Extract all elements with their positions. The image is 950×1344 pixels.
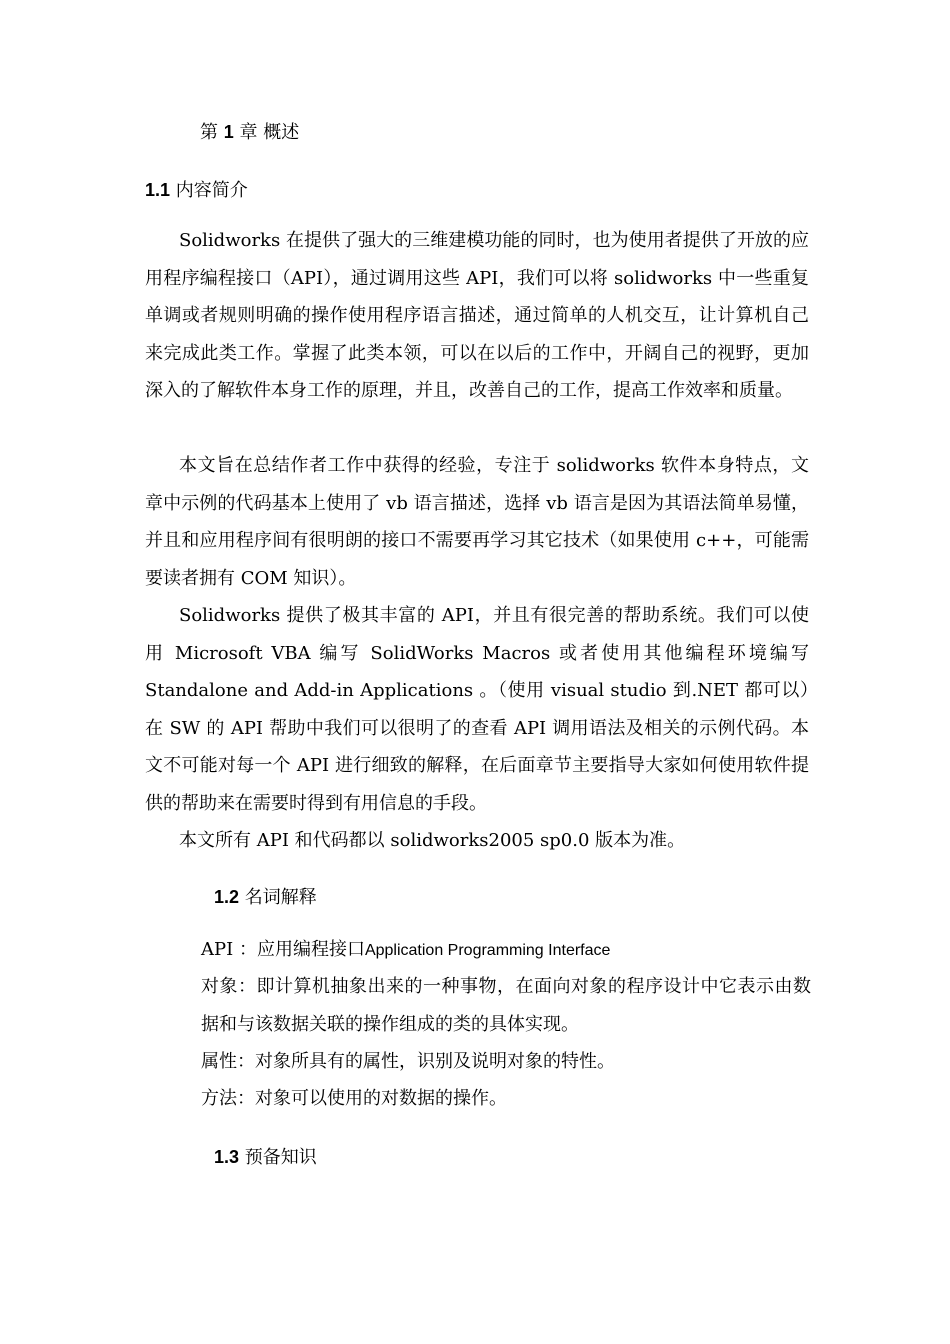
chapter-title [200,118,299,147]
term-api-label: API ：应用编程接口 [201,939,365,960]
paragraph-version: 本文所有 API 和代码都以 solidworks2005 sp0.0 版本为准。 [179,830,686,851]
term-attribute [201,1043,811,1081]
section-heading-1-2 [214,883,317,912]
term-api [201,931,811,970]
section-title: 预备知识 [244,1147,317,1168]
term-attribute-text: 属性：对象所具有的属性，识别及说明对象的特性。 [201,1051,615,1072]
term-object [201,968,811,1043]
section-number: 1.1 [145,180,171,200]
term-method [201,1080,811,1118]
section-title: 内容简介 [175,180,248,201]
section-heading-1-3 [214,1143,317,1172]
term-api-expansion: Application Programming Interface [364,942,611,959]
section-number: 1.3 [214,1147,240,1167]
section-number: 1.2 [214,887,240,907]
section-heading-1-1 [145,176,248,205]
chapter-number: 1 [223,122,234,142]
term-object-text: 对象：即计算机抽象出来的一种事物，在面向对象的程序设计中它表示由数据和与该数据关联的操作组成的类的具体实现。 [201,976,811,1035]
chapter-label-prefix: 第 [200,122,218,143]
section-title: 名词解释 [244,887,317,908]
term-api-line [201,931,811,970]
paragraph-intro: Solidworks 在提供了强大的三维建模功能的同时，也为使用者提供了开放的应用程序编程接口（API），通过调用这些 API，我们可以将 solidworks 中一些重复单调或者规则明确的操作使用程序语言描述，通过简单的人机交互，让计算机自己来完成此类工作。掌握了此类本领，可以在以后的工作中，开阔自己的视野，更加深入的了解软件本身工作的原理，并且，改善自己的工作，提高工作效率和质量。 [145,230,809,401]
paragraph-api-help: Solidworks 提供了极其丰富的 API，并且有很完善的帮助系统。我们可以使用 Microsoft VBA 编写 SolidWorks Macros 或者使用其他编程环境编写 Standalone and Add-in Applications 。（使用 visual studio 到.NET 都可以）在 SW 的 API 帮助中我们可以很明了的查看 API 调用语法及相关的示例代码。本文不可能对每一个 API 进行细致的解释，在后面章节主要指导大家如何使用软件提供的帮助来在需要时得到有用信息的手段。 [145,605,809,814]
term-method-text: 方法：对象可以使用的对数据的操作。 [201,1088,507,1109]
chapter-label-suffix: 章 概述 [239,122,300,143]
paragraph-purpose: 本文旨在总结作者工作中获得的经验，专注于 solidworks 软件本身特点，文章中示例的代码基本上使用了 vb 语言描述，选择 vb 语言是因为其语法简单易懂，并且和应用程序间有很明朗的接口不需要再学习其它技术（如果使用 c++，可能需要读者拥有 COM 知识）。 [145,455,809,589]
